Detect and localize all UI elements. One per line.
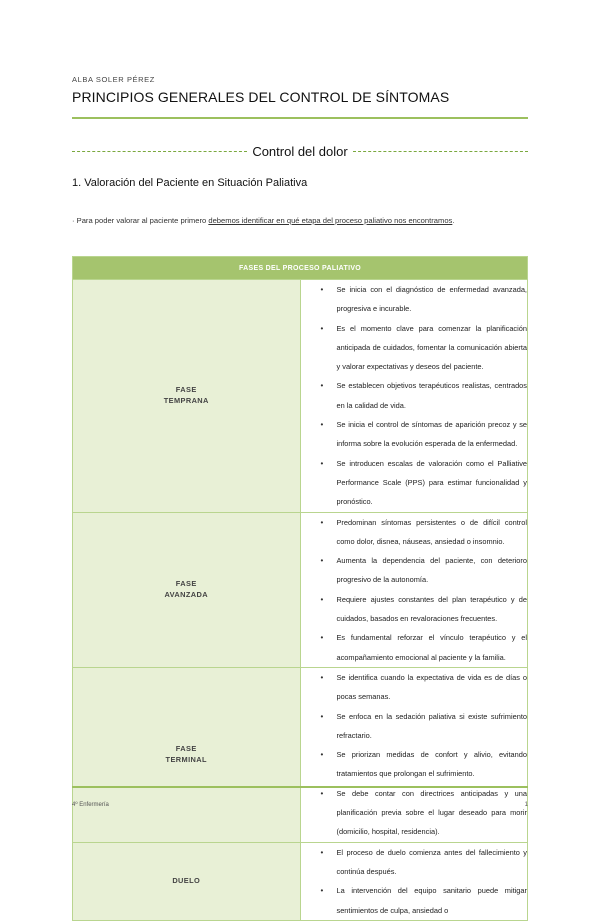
author-name: ALBA SOLER PÉREZ — [72, 75, 155, 84]
list-item: • Se inicia el control de síntomas de aparición precoz y se informa sobre la evolución esperada de la enfermedad. — [301, 415, 528, 454]
intro-suffix: . — [452, 216, 455, 225]
list-item: • Se inicia con el diagnóstico de enfermedad avanzada, progresiva e incurable. — [301, 280, 528, 319]
phase-content-avanzada — [300, 512, 528, 667]
list-item: • Se debe contar con directrices anticipadas y una planificación previa sobre el lugar deseado para morir (domicilio, hospital, residencia). — [301, 784, 528, 842]
phase-content-temprana — [300, 280, 528, 513]
list-item: • Es el momento clave para comenzar la planificación anticipada de cuidados, fomentar la comunicación abierta y valorar expectativas y deseos del paciente. — [301, 319, 528, 377]
subsection-title: 1. Valoración del Paciente en Situación Paliativa — [72, 177, 308, 189]
table-row — [73, 280, 528, 513]
list-item: • Se establecen objetivos terapéuticos realistas, centrados en la calidad de vida. — [301, 376, 528, 415]
phase-label-terminal: FASE TERMINAL — [73, 667, 301, 842]
phase-label-duelo: DUELO — [73, 842, 301, 920]
table-header: FASES DEL PROCESO PALIATIVO — [73, 257, 528, 280]
header-rule — [72, 117, 528, 119]
phase-label-temprana: FASE TEMPRANA — [73, 280, 301, 513]
table-row — [73, 667, 528, 842]
phase-content-terminal — [300, 667, 528, 842]
section-heading-row — [72, 144, 528, 159]
list-item: • Se priorizan medidas de confort y alivio, evitando tratamientos que prolongan el sufrimiento. — [301, 745, 528, 784]
table-row — [73, 842, 528, 920]
table-row — [73, 512, 528, 667]
page-number: 1 — [524, 802, 528, 808]
list-item: • Requiere ajustes constantes del plan terapéutico y de cuidados, basados en revaloraciones frecuentes. — [301, 590, 528, 629]
list-item: • El proceso de duelo comienza antes del fallecimiento y continúa después. — [301, 843, 528, 882]
dashed-rule-right — [353, 151, 528, 152]
footer-rule — [72, 786, 528, 788]
footer-course: 4º Enfermería — [72, 802, 109, 808]
list-item: • Se introducen escalas de valoración como el Palliative Performance Scale (PPS) para estimar funcionalidad y pronóstico. — [301, 454, 528, 512]
intro-paragraph — [72, 216, 454, 225]
document-title: PRINCIPIOS GENERALES DEL CONTROL DE SÍNTOMAS — [72, 89, 450, 105]
list-item: • Se identifica cuando la expectativa de vida es de días o pocas semanas. — [301, 668, 528, 707]
list-item: • Aumenta la dependencia del paciente, con deterioro progresivo de la autonomía. — [301, 551, 528, 590]
section-title: Control del dolor — [252, 144, 348, 159]
list-item: • Se enfoca en la sedación paliativa si existe sufrimiento refractario. — [301, 707, 528, 746]
list-item: • Es fundamental reforzar el vínculo terapéutico y el acompañamiento emocional al paciente y la familia. — [301, 628, 528, 667]
phase-label-avanzada: FASE AVANZADA — [73, 512, 301, 667]
intro-underlined: debemos identificar en qué etapa del proceso paliativo nos encontramos — [208, 216, 453, 225]
list-item: • Predominan síntomas persistentes o de difícil control como dolor, disnea, náuseas, ansiedad o insomnio. — [301, 513, 528, 552]
intro-prefix: · Para poder valorar al paciente primero — [72, 216, 209, 225]
dashed-rule-left — [72, 151, 247, 152]
phase-content-duelo — [300, 842, 528, 920]
list-item: • La intervención del equipo sanitario puede mitigar sentimientos de culpa, ansiedad o — [301, 881, 528, 920]
phases-table — [72, 256, 528, 921]
